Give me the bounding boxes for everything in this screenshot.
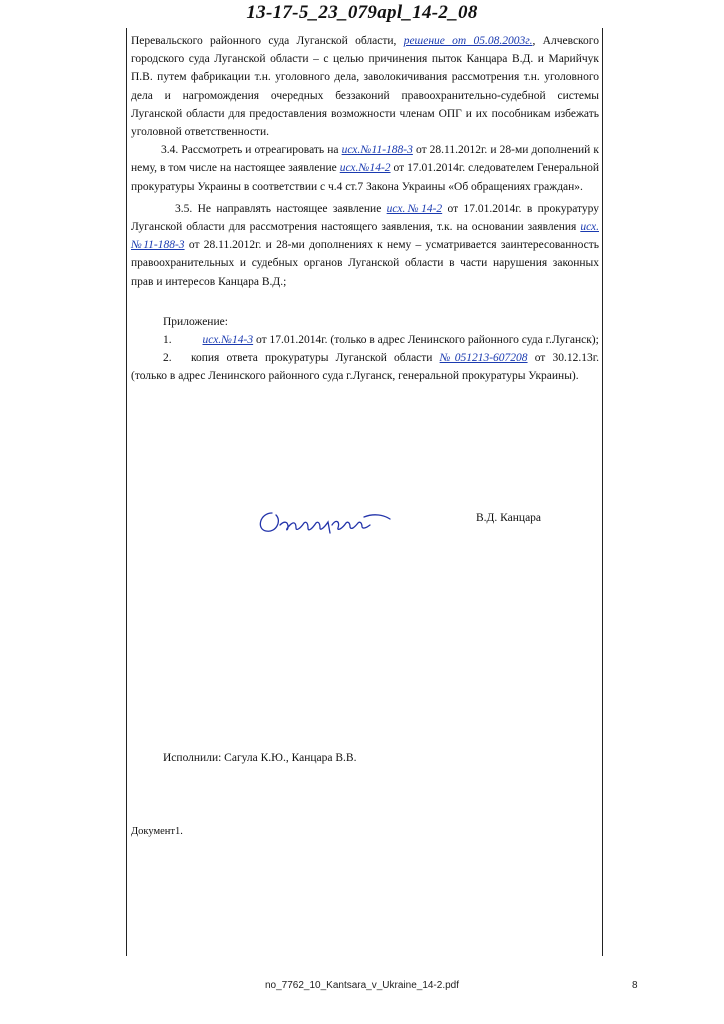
footer-page-number: 8 bbox=[632, 980, 638, 991]
text-segment: от 30.12.13г. (только в адрес Ленинского районного суда г.Луганск, генеральной прокуратуры Украины). bbox=[131, 352, 599, 383]
link-ref-11-188-3[interactable]: исх.№11-188-3 bbox=[131, 221, 599, 252]
paragraph-court-list bbox=[131, 32, 599, 141]
text-segment: от 28.11.2012г. и 28-ми дополнениях к нему – усматривается заинтересованность правоохранительных и судебных органов Луганской области в части нарушения законных прав и интересов Канцара В.Д.; bbox=[131, 239, 599, 288]
link-ref-14-3[interactable]: исх.№14-3 bbox=[202, 334, 254, 347]
text-segment: от 17.01.2014г. следователем Генеральной прокуратуры Украины в соответствии с ч.4 ст.7 Закона Украины «Об обращениях граждан». bbox=[131, 162, 599, 193]
text-segment: 3.5. Не направлять настоящее заявление bbox=[175, 202, 387, 215]
text-segment: от 28.11.2012г. и 28-ми дополнений к нему, в том числе на настоящее заявление bbox=[131, 144, 599, 175]
link-ref-14-2[interactable]: исх.№14-2 bbox=[339, 162, 391, 175]
link-ref-051213-607208[interactable]: №051213-607208 bbox=[439, 352, 528, 365]
link-ref-14-2[interactable]: исх.№14-2 bbox=[386, 202, 443, 215]
link-decision[interactable]: решение от 05.08.2003г. bbox=[403, 35, 533, 47]
footer-filename: no_7762_10_Kantsara_v_Ukraine_14-2.pdf bbox=[264, 980, 460, 991]
appendix-item-2 bbox=[131, 349, 599, 385]
signer-name: В.Д. Канцара bbox=[476, 512, 542, 524]
text-segment: от 17.01.2014г. (только в адрес Ленинского районного суда г.Луганск); bbox=[253, 334, 599, 347]
document-name: Документ1. bbox=[131, 826, 183, 837]
appendix-title: Приложение: bbox=[163, 315, 228, 328]
list-number: 2. bbox=[163, 352, 172, 365]
executors-line: Исполнили: Сагула К.Ю., Канцара В.В. bbox=[163, 752, 357, 764]
text-segment: от 17.01.2014г. в прокуратуру Луганской области для рассмотрения настоящего заявления, т.к. на основании заявления bbox=[131, 202, 599, 234]
text-segment: копия ответа прокуратуры Луганской области bbox=[191, 352, 440, 365]
right-margin-rule bbox=[602, 28, 603, 956]
left-margin-rule bbox=[126, 28, 127, 956]
document-body bbox=[131, 32, 599, 386]
paragraph-3-4 bbox=[131, 141, 599, 196]
page-header-title: 13-17-5_23_079apl_14-2_08 bbox=[246, 2, 478, 23]
appendix-item-1 bbox=[131, 331, 599, 349]
text-segment: Перевальского районного суда Луганской области, bbox=[131, 35, 404, 47]
text-segment: 3.4. Рассмотреть и отреагировать на bbox=[161, 144, 342, 157]
link-ref-11-188-3[interactable]: исх.№11-188-3 bbox=[341, 144, 413, 157]
handwritten-signature bbox=[250, 495, 400, 545]
text-segment: , Алчевского городского суда Луганской области – с целью причинения пыток Канцара В.Д. и Марийчук П.В. путем фабрикации т.н. уголовного дела, заволокичивания рассмотрения т.н. уголовного дела и нагромождения очередных беззаконий правоохранительно-судебной системы Луганской области для предоставления возможности членам ОПГ и их пособникам избежать уголовной ответственности. bbox=[131, 35, 599, 139]
paragraph-3-5 bbox=[131, 200, 599, 291]
list-number: 1. bbox=[163, 334, 172, 347]
